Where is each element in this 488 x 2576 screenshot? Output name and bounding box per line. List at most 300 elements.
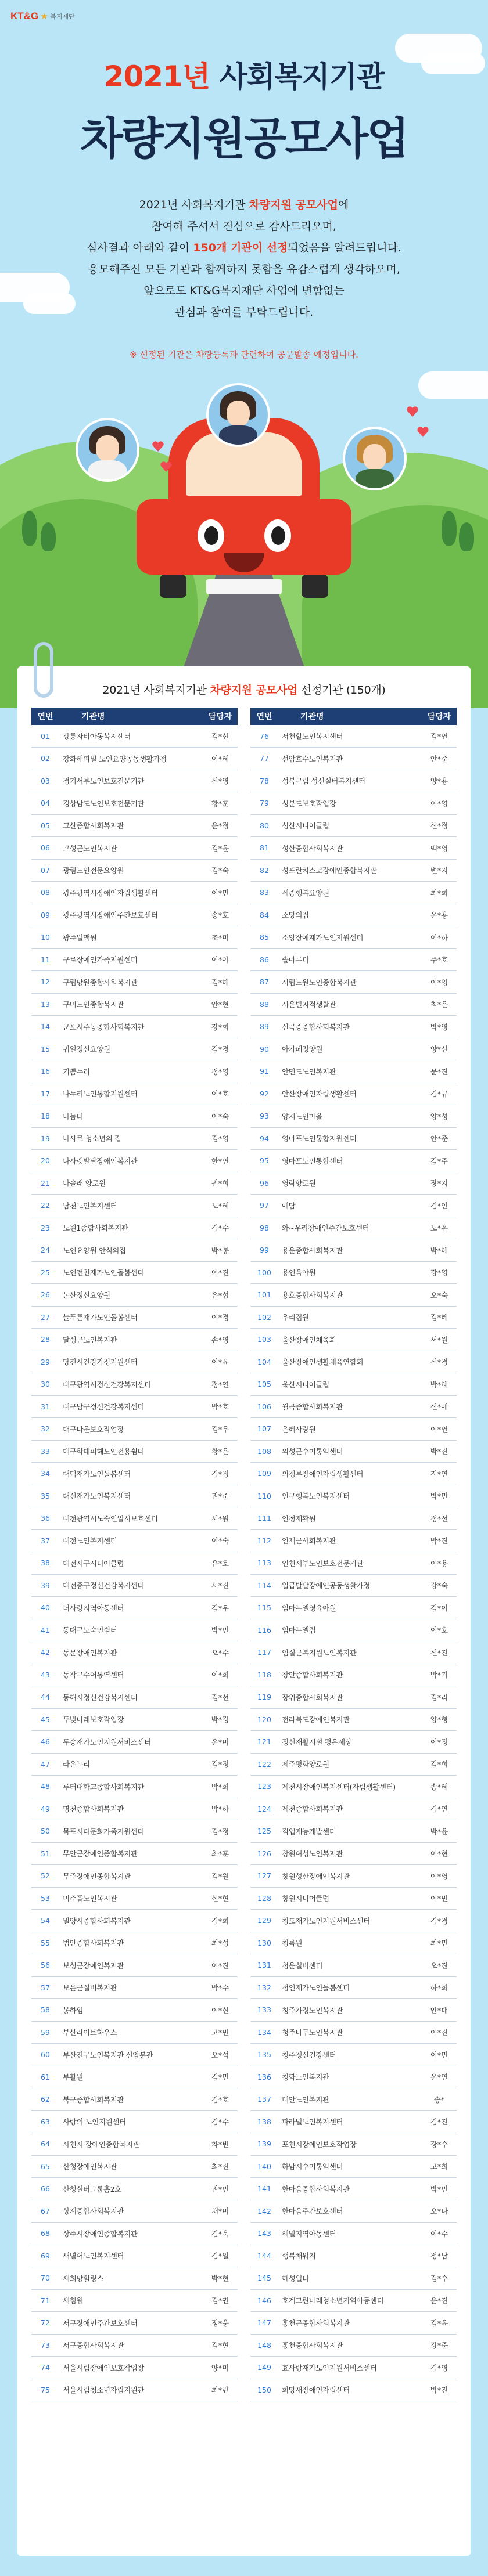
table-row [250,2021,457,2044]
institution-name: 성산시니어클럽 [278,814,422,837]
row-number: 38 [31,1552,59,1575]
table-row [250,1976,457,1999]
institution-name: 의성군수어통역센터 [278,1440,422,1463]
table-row [31,2133,238,2156]
row-number: 131 [250,1954,278,1977]
manager-name: 권*민 [203,2178,238,2200]
row-number: 27 [31,1306,59,1329]
table-row [250,2200,457,2223]
row-number: 95 [250,1150,278,1172]
row-number: 112 [250,1529,278,1552]
table-row [31,948,238,971]
manager-name: 안*준 [422,748,457,770]
manager-name: 박*민 [203,1619,238,1641]
row-number: 46 [31,1731,59,1754]
row-number: 71 [31,2289,59,2312]
institution-name: 구로장애인가족지원센터 [59,948,203,971]
institution-name: 대구광역시정신건강복지센터 [59,1373,203,1396]
table-row [250,1708,457,1731]
manager-name: 윤*용 [422,904,457,926]
table-row [250,2379,457,2401]
table-row [250,948,457,971]
row-number: 42 [31,1641,59,1664]
manager-name: 최*은 [422,993,457,1016]
table-row [250,1083,457,1105]
table-row [31,1284,238,1307]
manager-name: 박*영 [422,1016,457,1038]
table-row [31,1373,238,1396]
institution-name: 새별어노인복지센터 [59,2245,203,2267]
row-number: 127 [250,1865,278,1888]
manager-name: 김*규 [422,1083,457,1105]
table-row [31,2155,238,2178]
manager-name: 김*선 [203,725,238,748]
institution-name: 상주시장애인종합복지관 [59,2223,203,2245]
manager-name: 양*미 [203,2357,238,2379]
manager-name: 윤*미 [203,1731,238,1754]
manager-name: 장*수 [422,2133,457,2156]
institution-name: 광주광역시장애인자립생활센터 [59,882,203,904]
row-number: 133 [250,1999,278,2022]
table-row [250,1820,457,1843]
table-row [31,1954,238,1977]
institution-name: 노원1종합사회복지관 [59,1217,203,1239]
manager-name: 김*경 [422,1910,457,1932]
manager-name: 신*영 [203,770,238,792]
institution-name: 고산종합사회복지관 [59,814,203,837]
institution-name: 나사로 청소년의 집 [59,1127,203,1150]
car-eye-right [264,519,291,552]
manager-name: 김*원 [203,1865,238,1888]
manager-name: 김*민 [203,2066,238,2088]
table-row [31,2334,238,2357]
row-number: 136 [250,2066,278,2088]
table-row [250,2289,457,2312]
row-number: 79 [250,792,278,815]
manager-name: 이*연 [422,1418,457,1441]
intro-line: 앞으로도 KT&G복지재단 사업에 변함없는 [143,284,345,297]
institution-name: 성분도보호작업장 [278,792,422,815]
tree [22,511,37,546]
tree [41,522,56,551]
row-number: 54 [31,1910,59,1932]
row-number: 22 [31,1195,59,1217]
institution-name: 세종행복요양원 [278,882,422,904]
manager-name: 김*일 [203,2245,238,2267]
table-row [31,1776,238,1798]
table-row [250,2245,457,2267]
institution-name: 나솔래 양로원 [59,1172,203,1195]
row-number: 146 [250,2289,278,2312]
table-row [31,2312,238,2335]
institution-name: 안산장애인자립생활센터 [278,1083,422,1105]
manager-name: 김*정 [203,1820,238,1843]
manager-name: 김*연 [422,1798,457,1820]
row-number: 97 [250,1195,278,1217]
row-number: 98 [250,1217,278,1239]
notice-text: ※ 선정된 기관은 차량등록과 관련하여 공문발송 예정입니다. [130,349,358,360]
row-number: 141 [250,2178,278,2200]
institution-name: 예담 [278,1195,422,1217]
institution-name: 장위종합사회복지관 [278,1686,422,1709]
table-row [31,1865,238,1888]
table-row [31,1195,238,1217]
heart-icon [417,427,429,437]
row-number: 57 [31,1976,59,1999]
row-number: 93 [250,1105,278,1128]
table-row [31,1016,238,1038]
table-row [31,1105,238,1128]
row-number: 59 [31,2021,59,2044]
table-row [31,1686,238,1709]
table-row [31,1440,238,1463]
row-number: 53 [31,1887,59,1910]
institution-name: 대전노인복지센터 [59,1529,203,1552]
institution-name: 행복채워지 [278,2245,422,2267]
row-number: 102 [250,1306,278,1329]
table-row [250,1574,457,1597]
row-number: 60 [31,2044,59,2066]
row-number: 30 [31,1373,59,1396]
table-row [250,904,457,926]
table-row [31,2110,238,2133]
car-eye-left [198,519,224,552]
row-number: 92 [250,1083,278,1105]
row-number: 139 [250,2133,278,2156]
table-row [31,1842,238,1865]
intro-text [0,194,488,323]
institution-name: 영마포노인통합센터 [278,1150,422,1172]
table-row [250,1195,457,1217]
table-body-left [31,725,238,2401]
table-row [31,1351,238,1373]
institution-name: 사랑의 노인지원센터 [59,2110,203,2133]
row-number: 02 [31,748,59,770]
row-number: 06 [31,837,59,860]
row-number: 56 [31,1954,59,1977]
institution-name: 더사랑지역아동센터 [59,1597,203,1619]
manager-name: 황*은 [203,1440,238,1463]
table-row [250,748,457,770]
institution-name: 기쁨누리 [59,1060,203,1083]
table-row [250,2066,457,2088]
row-number: 61 [31,2066,59,2088]
institution-name: 인구행복노인복지센터 [278,1485,422,1507]
row-number: 83 [250,882,278,904]
row-number: 82 [250,859,278,882]
row-number: 84 [250,904,278,926]
row-number: 120 [250,1708,278,1731]
row-number: 65 [31,2155,59,2178]
table-row [250,1351,457,1373]
manager-name: 김*권 [203,2289,238,2312]
title-line-1 [0,53,488,95]
manager-name: 김*욱 [203,2223,238,2245]
institution-name: 의정부장애인자립생활센터 [278,1463,422,1485]
row-number: 26 [31,1284,59,1307]
institution-name: 홍천종합사회복지관 [278,2334,422,2357]
manager-name: 박*수 [203,1976,238,1999]
table-row [31,837,238,860]
row-number: 18 [31,1105,59,1128]
table-row [31,748,238,770]
row-number: 47 [31,1753,59,1776]
row-number: 149 [250,2357,278,2379]
manager-name: 신*애 [422,1395,457,1418]
table-row [31,1083,238,1105]
institution-name: 서울시립청소년자립지원관 [59,2379,203,2401]
manager-name: 김*리 [422,1686,457,1709]
institution-name: 논산정신요양원 [59,1284,203,1307]
manager-name: 김*진 [422,2110,457,2133]
manager-name: 강*희 [203,1016,238,1038]
intro-line: 응모해주신 모든 기관과 함께하지 못함을 유감스럽게 생각하오며, [88,263,400,276]
table-row [250,1686,457,1709]
manager-name: 안*준 [422,1127,457,1150]
table-row [31,2289,238,2312]
tree [442,511,457,546]
institution-name: 창원여성노인복지관 [278,1842,422,1865]
table-row [250,1016,457,1038]
manager-name: 김*영 [422,2357,457,2379]
institution-name: 경상남도노인보호전문기관 [59,792,203,815]
manager-name: 유*호 [203,1552,238,1575]
table-row [31,2044,238,2066]
row-number: 99 [250,1239,278,1262]
manager-name: 송*혜 [422,1776,457,1798]
title-org: 사회복지기관 [210,60,385,93]
manager-name: 정*영 [203,1060,238,1083]
institution-name: 임실군복지원노인복지관 [278,1641,422,1664]
institution-name: 나눔터 [59,1105,203,1128]
institution-name: 서구장애인주간보호센터 [59,2312,203,2335]
table-row [250,859,457,882]
manager-name: 정*연 [203,1373,238,1396]
table-row [250,1507,457,1530]
table-row [250,770,457,792]
row-number: 137 [250,2088,278,2111]
institution-name: 성프란치스코장애인종합복지관 [278,859,422,882]
row-number: 118 [250,1664,278,1686]
institution-name: 해밀지역아동센터 [278,2223,422,2245]
row-number: 32 [31,1418,59,1441]
table-row [250,1373,457,1396]
row-number: 119 [250,1686,278,1709]
selected-institutions-card [17,666,471,2556]
logo-star-icon [41,13,48,20]
institution-name: 신곡종종합사회복지관 [278,1016,422,1038]
row-number: 80 [250,814,278,837]
table-row [31,2379,238,2401]
institution-name: 안면도노인복지관 [278,1060,422,1083]
table-row [31,1932,238,1954]
row-number: 50 [31,1820,59,1843]
table-row [250,837,457,860]
manager-name: 강*숙 [422,1574,457,1597]
table-row [250,1887,457,1910]
manager-name: 이*영 [422,971,457,994]
table-row [31,2021,238,2044]
institution-name: 인제군사회복지관 [278,1529,422,1552]
table-row [250,2133,457,2156]
manager-name: 노*혜 [203,1195,238,1217]
manager-name: 강*영 [422,1261,457,1284]
institution-name: 미추홀노인복지관 [59,1887,203,1910]
institution-name: 인정재활원 [278,1507,422,1530]
row-number: 140 [250,2155,278,2178]
manager-name: 안*현 [203,993,238,1016]
row-number: 117 [250,1641,278,1664]
institution-name: 명천종합사회복지관 [59,1798,203,1820]
institution-name: 경기서부노인보호전문기관 [59,770,203,792]
table-row [31,1731,238,1754]
row-number: 121 [250,1731,278,1754]
row-number: 49 [31,1798,59,1820]
table-row [250,1150,457,1172]
table-row [31,1708,238,1731]
institution-name: 밀양시종합사회복지관 [59,1910,203,1932]
row-number: 75 [31,2379,59,2401]
institution-name: 제천시장애인복지센터(자립생활센터) [278,1776,422,1798]
manager-name: 오*수 [203,1641,238,1664]
institution-name: 청주정신건강센터 [278,2044,422,2066]
institution-name: 당진시건강가정지원센터 [59,1351,203,1373]
manager-name: 박*호 [203,1395,238,1418]
table-row [250,1597,457,1619]
row-number: 09 [31,904,59,926]
manager-name: 박*하 [203,1798,238,1820]
table-row [31,1306,238,1329]
ktg-welfare-logo[interactable] [10,10,75,22]
institution-name: 대구다운보호작업장 [59,1418,203,1441]
table-row [250,1217,457,1239]
row-number: 138 [250,2110,278,2133]
wheel [302,575,328,598]
row-number: 67 [31,2200,59,2223]
manager-name: 김*정 [203,1753,238,1776]
institutions-table-right [250,708,457,2401]
institution-name: 희망새장애인자립센터 [278,2379,422,2401]
institution-name: 북구종합사회복지관 [59,2088,203,2111]
institution-name: 대구학대피해노인전용쉼터 [59,1440,203,1463]
row-number: 68 [31,2223,59,2245]
institution-name: 달성군노인복지관 [59,1329,203,1351]
table-row [31,1060,238,1083]
table-row [31,1507,238,1530]
institution-name: 창원시니어클럽 [278,1887,422,1910]
table-row [31,1038,238,1060]
paperclip-icon [34,642,53,698]
institution-name: 정신재활시설 평온세상 [278,1731,422,1754]
manager-name: 황*훈 [203,792,238,815]
institution-name: 울산장애인체육회 [278,1329,422,1351]
institution-name: 솔마루터 [278,948,422,971]
institution-name: 용호종합사회복지관 [278,1284,422,1307]
manager-name: 최*희 [422,882,457,904]
institution-name: 효사랑재가노인지원서비스센터 [278,2357,422,2379]
institution-name: 부산라이트하우스 [59,2021,203,2044]
manager-name: 이*아 [203,948,238,971]
institution-name: 귀일정신요양원 [59,1038,203,1060]
institution-name: 노인요양원 안식의집 [59,1239,203,1262]
row-number: 148 [250,2334,278,2357]
manager-name: 김*수 [203,1217,238,1239]
table-row [250,1440,457,1463]
institution-name: 영락양로원 [278,1172,422,1195]
table-row [31,2223,238,2245]
row-number: 62 [31,2088,59,2111]
table-row [250,2088,457,2111]
row-number: 08 [31,882,59,904]
institution-name: 대구남구정신건강복지센터 [59,1395,203,1418]
table-row [250,1261,457,1284]
manager-name: 이*민 [422,1887,457,1910]
manager-name: 김*우 [203,1418,238,1441]
manager-name: 김*주 [422,1150,457,1172]
manager-name: 오*석 [203,2044,238,2066]
manager-name: 김*희 [422,1753,457,1776]
institution-name: 태안노인복지관 [278,2088,422,2111]
manager-name: 김*현 [203,2334,238,2357]
manager-name: 박*민 [422,2178,457,2200]
institution-name: 직업재능개발센터 [278,1820,422,1843]
institution-name: 청록원 [278,1932,422,1954]
row-number: 43 [31,1664,59,1686]
woman-avatar [76,418,139,482]
tables-wrap [31,708,457,2401]
row-number: 72 [31,2312,59,2335]
institution-name: 포천시장애인보호작업장 [278,2133,422,2156]
manager-name: 장*지 [422,1172,457,1195]
institution-name: 하남시수어통역센터 [278,2155,422,2178]
manager-name: 손*영 [203,1329,238,1351]
table-row [31,1887,238,1910]
institution-name: 울산시니어클럽 [278,1373,422,1396]
institution-name: 나사렛발달장애인복지관 [59,1150,203,1172]
table-row [31,2066,238,2088]
table-row [31,1552,238,1575]
institution-name: 전라북도장애인복지관 [278,1708,422,1731]
manager-name: 이*영 [422,1865,457,1888]
table-row [250,1932,457,1954]
manager-name: 김*영 [203,1127,238,1150]
cloud [418,371,488,399]
table-header-row [250,708,457,725]
institution-name: 선암호수노인복지관 [278,748,422,770]
manager-name: 이*현 [422,1842,457,1865]
manager-name: 신*정 [422,814,457,837]
manager-name: 양*선 [422,1038,457,1060]
manager-name: 이*호 [203,1083,238,1105]
table-row [31,725,238,748]
institution-name: 청주나무노인복지관 [278,2021,422,2044]
manager-name: 이*민 [422,2044,457,2066]
institution-name: 청주가정노인복지관 [278,1999,422,2022]
table-row [31,1150,238,1172]
manager-name: 김*인 [422,1195,457,1217]
manager-name: 강*준 [422,2334,457,2357]
institution-name: 목포시다문화가족지원센터 [59,1820,203,1843]
institution-name: 부산진구노인복지관 신암분관 [59,2044,203,2066]
institution-name: 용운종합사회복지관 [278,1239,422,1262]
manager-name: 서*원 [203,1507,238,1530]
row-number: 55 [31,1932,59,1954]
row-number: 126 [250,1842,278,1865]
institution-name: 강릉자비아동복지센터 [59,725,203,748]
list-title: 2021년 사회복지기관 차량지원 공모사업 선정기관 (150개) [102,684,386,697]
manager-name: 송* [422,2088,457,2111]
institution-name: 두송재가노인지원서비스센터 [59,1731,203,1754]
